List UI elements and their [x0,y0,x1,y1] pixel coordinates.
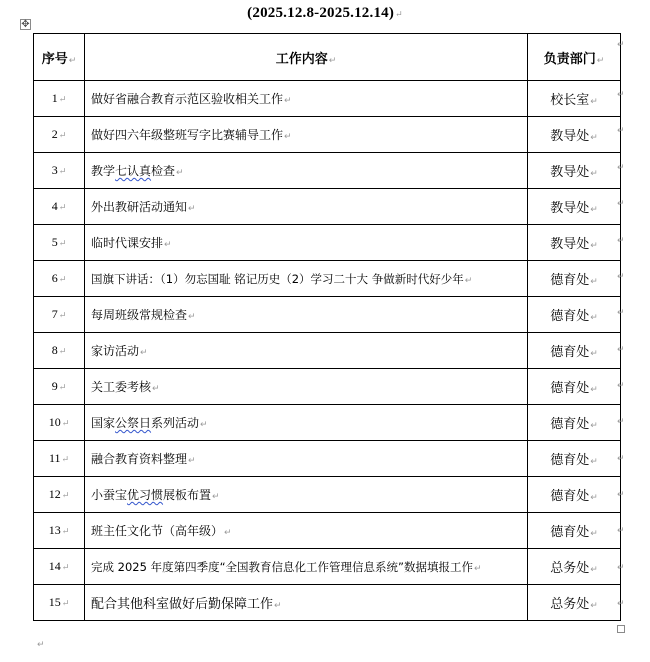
row-end-mark-icon: ↵ [617,272,625,282]
table-row [34,81,621,117]
table-row [34,225,621,261]
table-row [34,189,621,225]
table-row [34,369,621,405]
table-row [34,117,621,153]
table-row [34,477,621,513]
row-end-mark-icon: ↵ [617,236,625,246]
cell-content[interactable]: 做好四六年级整班写字比赛辅导工作↵ [85,117,528,153]
cell-index[interactable]: 2↵ [34,117,85,153]
cell-index[interactable]: 5↵ [34,225,85,261]
cell-department[interactable]: 德育处↵ [528,477,621,513]
header-department: 负责部门↵ [528,34,621,81]
cell-index[interactable]: 7↵ [34,297,85,333]
cell-content[interactable]: 教学七认真检查↵ [85,153,528,189]
cell-department[interactable]: 德育处↵ [528,333,621,369]
row-end-mark-icon: ↵ [617,490,625,500]
cell-department[interactable]: 校长室↵ [528,81,621,117]
cell-content[interactable]: 每周班级常规检查↵ [85,297,528,333]
row-end-mark-icon: ↵ [617,599,625,609]
cell-department[interactable]: 德育处↵ [528,297,621,333]
row-end-mark-icon: ↵ [617,563,625,573]
header-content: 工作内容↵ [85,34,528,81]
cell-index[interactable]: 14↵ [34,549,85,585]
row-end-mark-icon: ↵ [617,90,625,100]
table-row [34,441,621,477]
cell-content[interactable]: 做好省融合教育示范区验收相关工作↵ [85,81,528,117]
row-end-mark-icon: ↵ [617,163,625,173]
cell-department[interactable]: 德育处↵ [528,405,621,441]
spellcheck-squiggle: 公祭日 [115,416,152,430]
cell-index[interactable]: 11↵ [34,441,85,477]
row-end-mark-icon: ↵ [617,345,625,355]
table-row [34,261,621,297]
cell-index[interactable]: 4↵ [34,189,85,225]
cell-index[interactable]: 9↵ [34,369,85,405]
cell-department[interactable]: 总务处↵ [528,585,621,621]
cell-content[interactable]: 国旗下讲话：（1）勿忘国耻 铭记历史（2）学习二十大 争做新时代好少年↵ [85,261,528,297]
table-row [34,513,621,549]
cell-content[interactable]: 家访活动↵ [85,333,528,369]
row-end-mark-icon: ↵ [617,308,625,318]
row-end-mark-icon: ↵ [617,526,625,536]
work-schedule-table [33,33,621,621]
cell-index[interactable]: 3↵ [34,153,85,189]
spellcheck-squiggle: 七认真 [115,164,152,178]
cell-content[interactable]: 外出教研活动通知↵ [85,189,528,225]
cell-department[interactable]: 德育处↵ [528,441,621,477]
cell-content[interactable]: 融合教育资料整理↵ [85,441,528,477]
row-end-mark-icon: ↵ [617,126,625,136]
cell-department[interactable]: 德育处↵ [528,513,621,549]
row-end-mark-icon: ↵ [617,381,625,391]
cell-department[interactable]: 德育处↵ [528,369,621,405]
table-header-row [34,34,621,81]
title-text: (2025.12.8-2025.12.14) [247,5,395,21]
cell-index[interactable]: 13↵ [34,513,85,549]
table-resize-handle-icon[interactable] [617,625,625,633]
table-row [34,549,621,585]
table-row [34,405,621,441]
cell-index[interactable]: 10↵ [34,405,85,441]
cell-index[interactable]: 6↵ [34,261,85,297]
row-end-mark-icon: ↵ [617,40,625,50]
document-title [0,5,650,22]
table-row [34,153,621,189]
row-end-mark-icon: ↵ [617,417,625,427]
cell-content[interactable]: 小蚕宝优习惯展板布置↵ [85,477,528,513]
cell-index[interactable]: 12↵ [34,477,85,513]
table-row [34,585,621,621]
cell-content[interactable]: 班主任文化节（高年级）↵ [85,513,528,549]
cell-index[interactable]: 15↵ [34,585,85,621]
table-move-handle-icon[interactable]: ✥ [21,19,30,30]
row-end-mark-icon: ↵ [617,199,625,209]
table-row [34,297,621,333]
header-index: 序号↵ [34,34,85,81]
paragraph-mark-icon: ↵ [395,9,403,19]
cell-department[interactable]: 德育处↵ [528,261,621,297]
table-row [34,333,621,369]
cell-content[interactable]: 临时代课安排↵ [85,225,528,261]
cell-content[interactable]: 国家公祭日系列活动↵ [85,405,528,441]
cell-content[interactable]: 关工委考核↵ [85,369,528,405]
spellcheck-squiggle: 优习惯 [127,488,164,502]
row-end-mark-icon: ↵ [617,454,625,464]
paragraph-mark-icon: ↵ [37,640,45,650]
cell-content[interactable]: 完成 2025 年度第四季度“全国教育信息化工作管理信息系统”数据填报工作↵ [85,549,528,585]
cell-department[interactable]: 教导处↵ [528,225,621,261]
cell-index[interactable]: 1↵ [34,81,85,117]
cell-content[interactable]: 配合其他科室做好后勤保障工作↵ [85,585,528,621]
cell-department[interactable]: 教导处↵ [528,189,621,225]
cell-index[interactable]: 8↵ [34,333,85,369]
cell-department[interactable]: 教导处↵ [528,153,621,189]
cell-department[interactable]: 总务处↵ [528,549,621,585]
cell-department[interactable]: 教导处↵ [528,117,621,153]
